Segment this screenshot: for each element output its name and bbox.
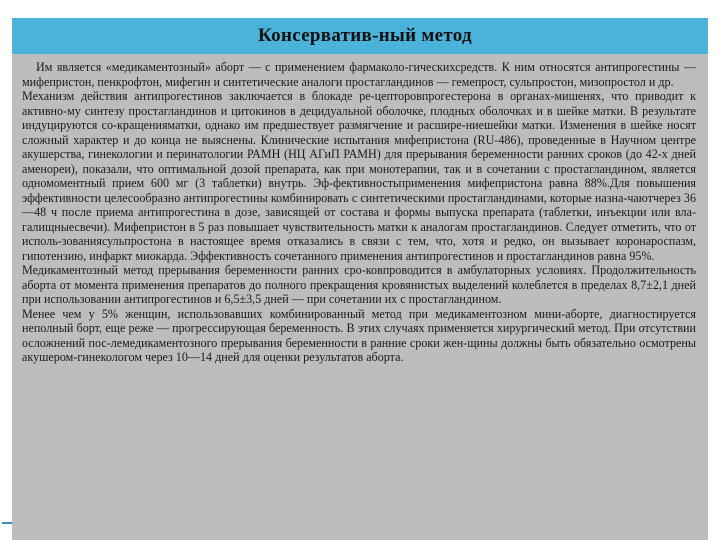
paragraph-mechanism: Механизм действия антипрогестинов заключается в блокаде ре-цепторовпрогестерона в органах-мишенях, что приводит к активно-му синтезу простагландинов и цитокинов в децидуальной оболочке, плодных оболочках и в шейке матки. В результате индуцируются со-кращенияматки, однако им предшествует размягчение и расшире-ниешейки матки. Изменения в шейке носят сложный характер и до конца не выяснены. Клинические испытания мифепристона (RU-486), проведенные в Научном центре акушерства, гинекологии и перинатологии РАМН (НЦ АГиП РАМН) для прерывания беременности ранних сроков (до 42-х дней аменореи), показали, что оптимальной дозой препарата, как при монотерапии, так и в сочетании с простагландином, является одномоментный прием 600 мг (3 таблетки) внутрь. Эф-фективностьприменения мифепристона равна 88%.Для повышения эффективности целесообразно антипрогестины комбинировать с синтетическими простагландинами, которые назна-чаютчерез 36—48 ч после приема антипрогестина в дозе, зависящей от состава и формы выпуска препарата (таблетки, инъекции или вла-галищныесвечи). Мифепристон в 5 раз повышает чувствительность матки к аналогам простагландинов. Следует отметить, что от исполь-зованиясульпростона в настоящее время отказались в связи с тем, что, хотя и редко, он вызывает коронароспазм, гипотензию, инфаркт миокарда. Эффективность сочетанного применения антипрогестинов и простагландинов равна 95%. [22,89,696,263]
paragraph-complications: Менее чем у 5% женщин, использовавших комбинированный метод при медикаментозном мини-аборте, диагностируется неполный борт, еще реже — прогрессирующая беременность. В этих случаях применяется хирургический метод. При отсутствии осложнений пос-лемедикаментозного прерывания беременности в ранние сроки жен-щины должны быть обязательно осмотрены акушером-гинекологом через 10—14 дней для оценки результатов аборта. [22,306,696,364]
left-margin-band [0,0,12,540]
paragraph-outpatient: Медикаментозный метод прерывания беременности ранних сро-ковпроводится в амбулаторных условиях. Продолжительность аборта от момента применения препаратов до полного прекращения кровянистых выделений колеблется в пределах 8,7±2,1 дней при использовании антипрогестинов и 6,5±3,5 дней — при сочетании их с простагландином. [22,263,696,306]
slide-title: Консерватив-ный метод [258,25,472,46]
title-bar [12,18,708,54]
paragraph-intro: Им является «медикаментозный» аборт — с применением фармаколо-гическихсредств. К ним относятся антипрогестины — мифепристон, пенкрофтон, мифегин и синтетические аналоги простагландинов — гемепрост, сульпростон, мизопростол и др. [22,60,696,89]
body-text-box [12,54,708,540]
